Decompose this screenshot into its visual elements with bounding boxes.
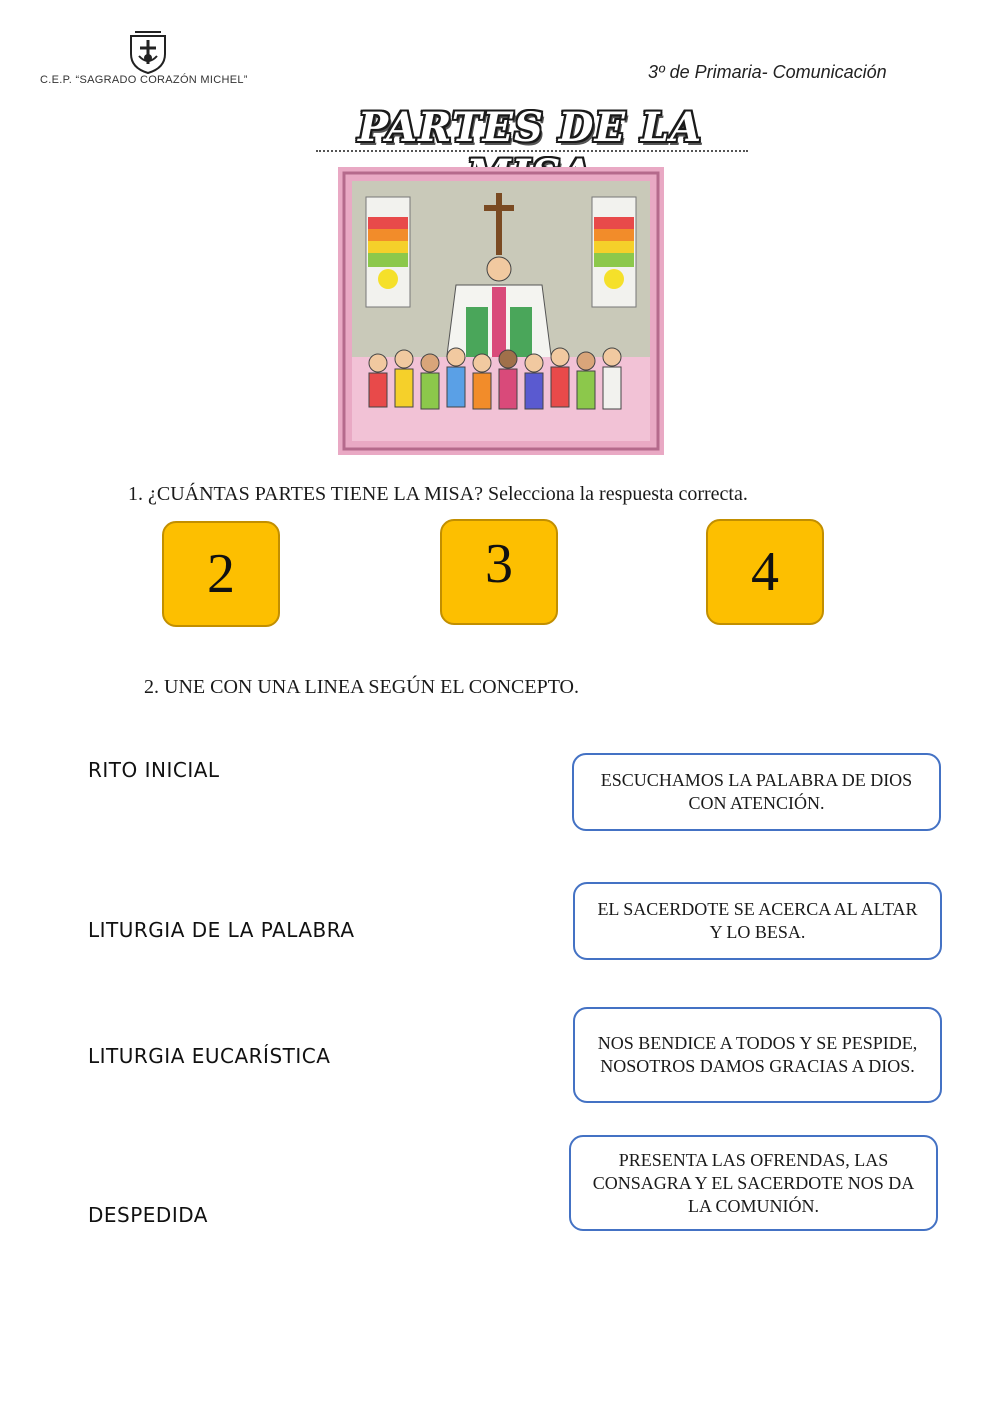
definition-box-2[interactable]: [573, 882, 942, 960]
definition-text: ESCUCHAMOS LA PALABRA DE DIOS CON ATENCIÓN.: [600, 770, 913, 813]
school-crest-icon: [127, 28, 169, 74]
answer-option-label: 2: [207, 543, 235, 605]
definition-text: PRESENTA LAS OFRENDAS, LAS CONSAGRA Y EL SACERDOTE NOS DA LA COMUNIÓN.: [592, 1149, 915, 1216]
answer-option-label: 3: [485, 533, 513, 595]
title-underline: [316, 150, 748, 154]
grade-subject: 3º de Primaria- Comunicación: [648, 62, 887, 82]
question-2-text: 2. UNE CON UNA LINEA SEGÚN EL CONCEPTO.: [144, 676, 579, 698]
definition-box-4[interactable]: [569, 1135, 938, 1231]
definition-box-3[interactable]: [573, 1007, 942, 1103]
term-rito-inicial[interactable]: RITO INICIAL: [88, 758, 220, 782]
mass-priest-children-illustration: [338, 167, 664, 455]
question-1-text: 1. ¿CUÁNTAS PARTES TIENE LA MISA? Selecciona la respuesta correcta.: [128, 483, 748, 505]
term-despedida[interactable]: DESPEDIDA: [88, 1203, 208, 1227]
answer-option-label: 4: [751, 541, 779, 603]
school-name: C.E.P. “SAGRADO CORAZÓN MICHEL”: [40, 74, 248, 86]
definition-text: NOS BENDICE A TODOS Y SE PESPIDE, NOSOTROS DAMOS GRACIAS A DIOS.: [597, 1033, 918, 1076]
answer-option-2[interactable]: [162, 521, 280, 627]
definition-box-1[interactable]: [572, 753, 941, 831]
term-liturgia-eucaristica[interactable]: LITURGIA EUCARÍSTICA: [88, 1044, 331, 1068]
answer-option-3[interactable]: [440, 519, 558, 625]
page-title: PARTES DE LA: [357, 104, 703, 151]
answer-option-4[interactable]: [706, 519, 824, 625]
definition-text: EL SACERDOTE SE ACERCA AL ALTAR Y LO BESA.: [597, 899, 918, 942]
term-liturgia-palabra[interactable]: LITURGIA DE LA PALABRA: [88, 918, 355, 942]
